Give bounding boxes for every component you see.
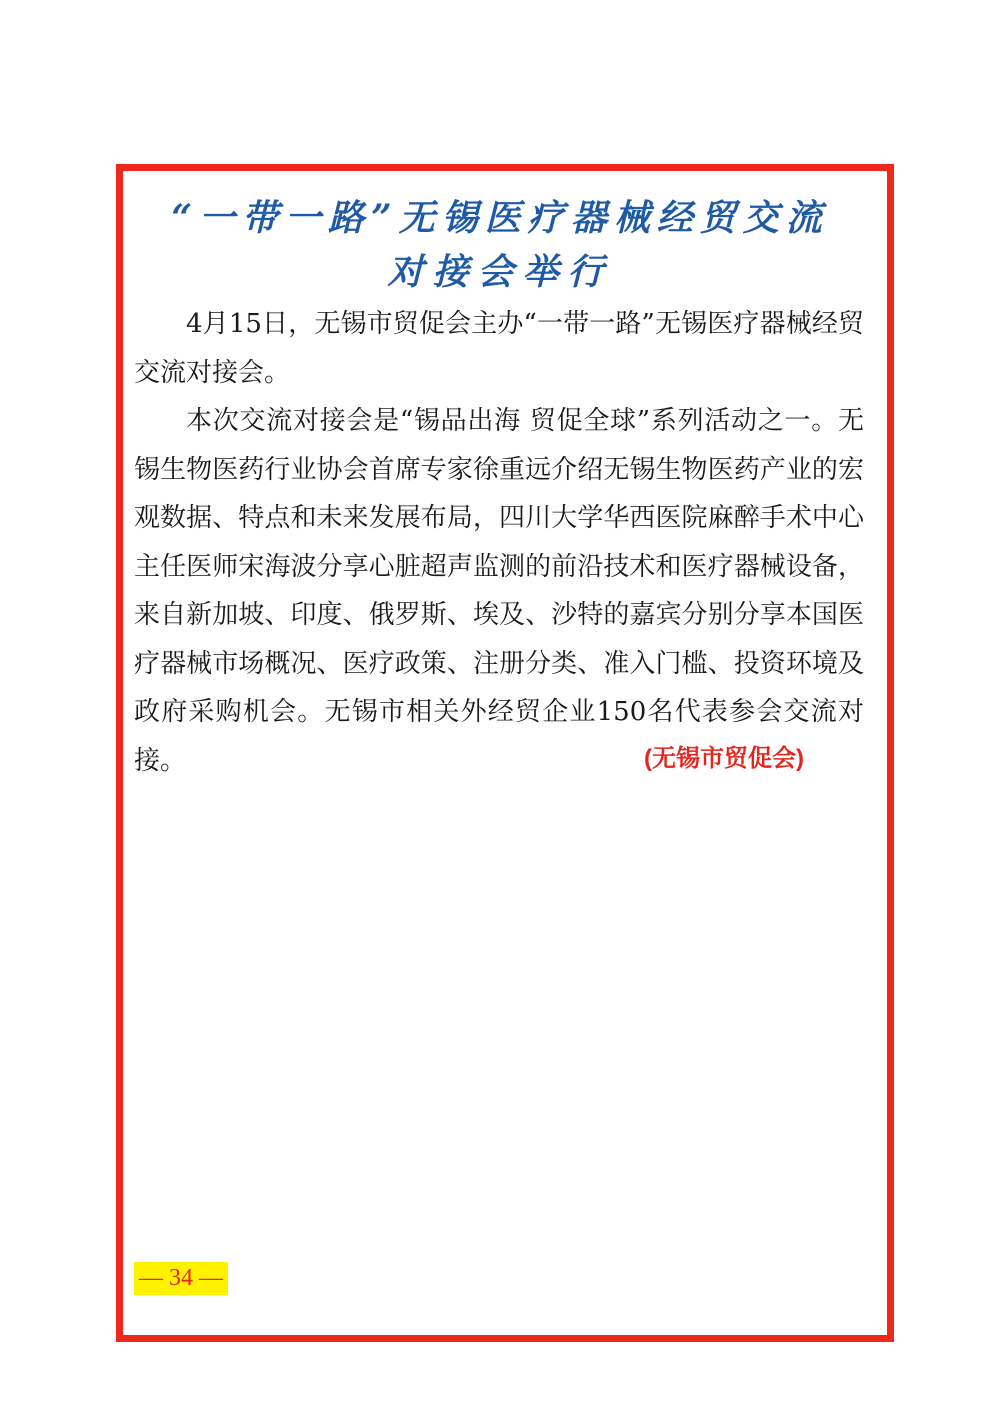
article-title-line-1: “一带一路”无锡医疗器械经贸交流	[171, 197, 829, 239]
paragraph: 本次交流对接会是“锡品出海 贸促全球”系列活动之一。无锡生物医药行业协会首席专家徐重远介绍无锡生物医药产业的宏观数据、特点和未来发展布局，四川大学华西医院麻醉手术中心主任医师宋海波分享心脏超声监测的前沿技术和医疗器械设备，来自新加坡、印度、俄罗斯、埃及、沙特的嘉宾分别分享本国医疗器械市场概况、医疗政策、注册分类、准入门槛、投资环境及政府采购机会。无锡市相关外经贸企业150名代表参会交流对接。	[134, 406, 864, 776]
article-title-line-2: 对接会举行	[387, 251, 613, 293]
article-body	[134, 300, 864, 785]
page-number: — 34 —	[134, 1262, 228, 1295]
paragraph: 4月15日，无锡市贸促会主办“一带一路”无锡医疗器械经贸交流对接会。	[134, 309, 864, 388]
article-source: (无锡市贸促会)	[644, 745, 804, 772]
